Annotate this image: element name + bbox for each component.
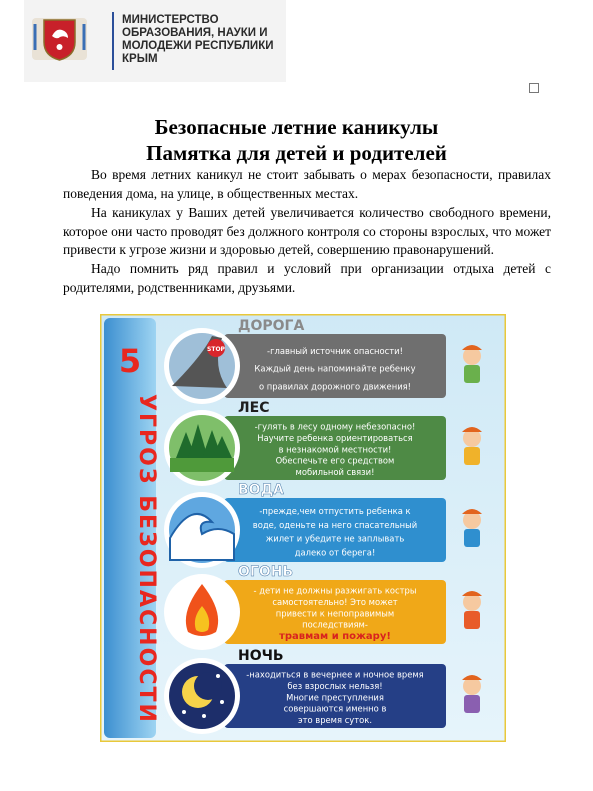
ministry-line: КРЫМ	[122, 53, 158, 65]
section-text-line: мобильной связи!	[295, 467, 375, 478]
section-text-line: привести к непоправимым	[275, 608, 395, 619]
star-icon	[202, 714, 206, 718]
section-text-line: Многие преступления	[286, 692, 384, 703]
document-title	[0, 114, 593, 166]
section-text-line: далеко от берега!	[294, 547, 376, 558]
section-text-line: Каждый день напоминайте ребенку	[254, 363, 416, 374]
section-text-line: в незнакомой местности!	[278, 444, 392, 455]
section-text-line: жилет и убедите не заплывать	[265, 533, 405, 544]
section-text-line: без взрослых нельзя!	[287, 680, 383, 691]
crimea-coat-of-arms-icon	[32, 14, 87, 64]
section-text-line: Обеспечьте его средством	[275, 455, 395, 466]
poster-vertical-title: УГРОЗ БЕЗОПАСНОСТИ	[134, 394, 159, 724]
section-heading: НОЧЬ	[238, 648, 284, 664]
section-text-line: о правилах дорожного движения!	[258, 381, 412, 392]
star-icon	[216, 674, 220, 678]
child-body-icon	[464, 365, 480, 383]
header-divider	[112, 12, 114, 70]
ministry-header	[24, 0, 286, 82]
section-text-line: травмам и пожару!	[279, 631, 391, 643]
title-line: Безопасные летние каникулы	[154, 115, 439, 139]
ministry-line: МОЛОДЕЖИ РЕСПУБЛИКИ	[122, 40, 274, 52]
section-heading: ОГОНЬ	[238, 564, 294, 580]
star-icon	[220, 700, 224, 704]
checkbox[interactable]	[529, 83, 539, 93]
section-text-line: -находиться в вечернее и ночное время	[246, 669, 424, 680]
poster-graphic	[100, 314, 506, 742]
section-heading: ЛЕС	[238, 400, 270, 416]
section-text-line: - дети не должны разжигать костры	[253, 585, 417, 596]
paragraph-rules: Надо помнить ряд правил и условий при организации отдыха детей с родителями, родственниками, друзьями.	[63, 261, 551, 295]
grass-icon	[170, 458, 234, 472]
subtitle-line: Памятка для детей и родителей	[146, 141, 447, 165]
ministry-line: ОБРАЗОВАНИЯ, НАУКИ И	[122, 27, 268, 39]
section-text-line: Научите ребенка ориентироваться	[257, 432, 413, 443]
section-text-line: -прежде,чем отпустить ребенка к	[259, 505, 411, 516]
section-heading: ДОРОГА	[238, 318, 305, 334]
section-text-line: совершаются именно в	[283, 703, 387, 714]
stop-sign-label: STOP	[207, 346, 225, 353]
child-body-icon	[464, 695, 480, 713]
poster-sections	[164, 318, 482, 734]
section-text-line: это время суток.	[298, 715, 372, 726]
section-text-line: -главный источник опасности!	[267, 345, 403, 356]
section-text-line: воде, оденьте на него спасательный	[252, 519, 418, 530]
section-text-line: -гулять в лесу одному небезопасно!	[254, 421, 416, 432]
paragraph-free-time: На каникулах у Ваших детей увеличивается количество свободного времени, которое они часто проводят без должного контроля со стороны взрослых, что может привести к угрозе жизни и здоровью детей, совершению правонарушений.	[63, 205, 551, 257]
ministry-line: МИНИСТЕРСТВО	[122, 14, 219, 26]
section-text-line: последствиям-	[302, 619, 368, 630]
poster-number: 5	[118, 342, 142, 380]
star-icon	[182, 710, 186, 714]
ministry-name	[122, 14, 292, 66]
section-text-line: самостоятельно! Это может	[272, 596, 398, 607]
safety-poster	[100, 314, 506, 742]
child-body-icon	[464, 447, 480, 465]
child-body-icon	[464, 529, 480, 547]
section-heading: ВОДА	[238, 482, 284, 498]
paragraph-intro: Во время летних каникул не стоит забывать о мерах безопасности, правилах поведения дома, на улице, в общественных местах.	[63, 167, 551, 201]
child-body-icon	[464, 611, 480, 629]
